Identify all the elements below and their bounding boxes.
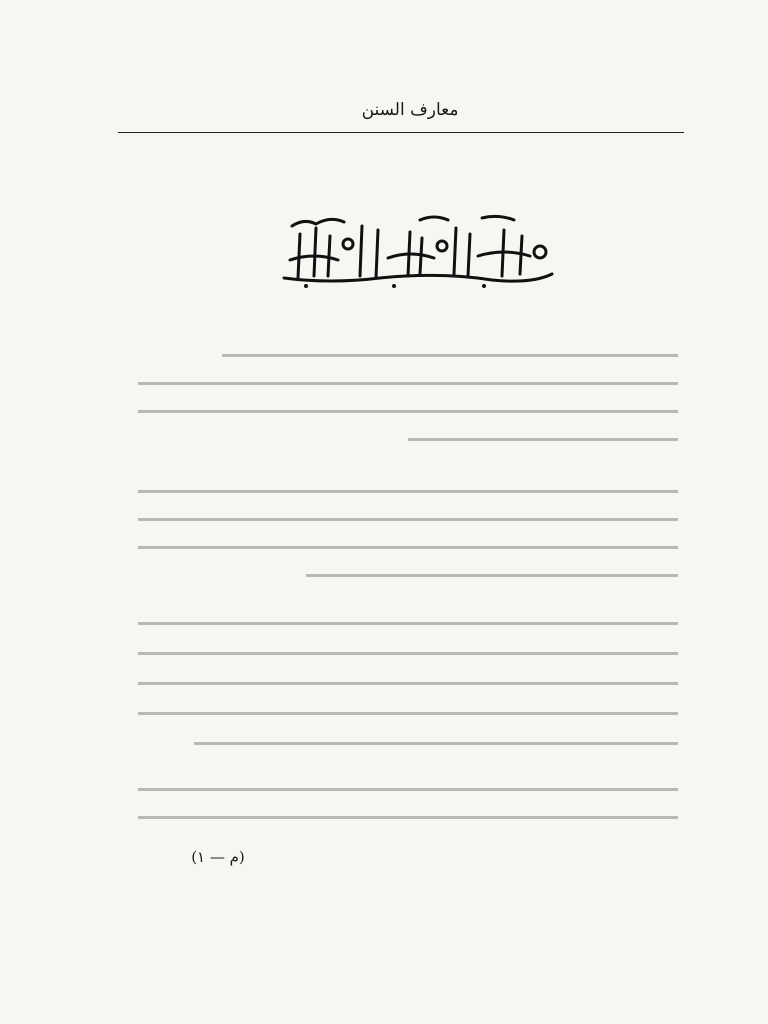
text-line: [138, 374, 678, 392]
text-line: [138, 614, 678, 632]
signature-mark: (م — ١): [191, 848, 245, 866]
text-line: [138, 510, 678, 528]
text-line: [138, 430, 678, 448]
paragraph-testimony: [138, 482, 678, 598]
paragraph-blessings: [138, 614, 678, 760]
text-line: [138, 538, 678, 556]
text-line: [138, 644, 678, 662]
text-line: [138, 402, 678, 420]
text-line: [138, 346, 678, 364]
text-line: [138, 704, 678, 722]
text-line: [138, 808, 678, 826]
text-line: [138, 780, 678, 798]
basmala-calligraphy-graphic: [270, 212, 562, 294]
paragraph-opening-praise: [138, 346, 678, 462]
header-rule: [118, 132, 684, 133]
text-line: [138, 674, 678, 692]
text-line: [138, 566, 678, 584]
text-line: [138, 734, 678, 752]
basmala-calligraphy: [270, 212, 562, 294]
text-line: [138, 482, 678, 500]
running-head: معارف السنن: [361, 100, 459, 120]
paragraph-introduction: [138, 780, 678, 840]
